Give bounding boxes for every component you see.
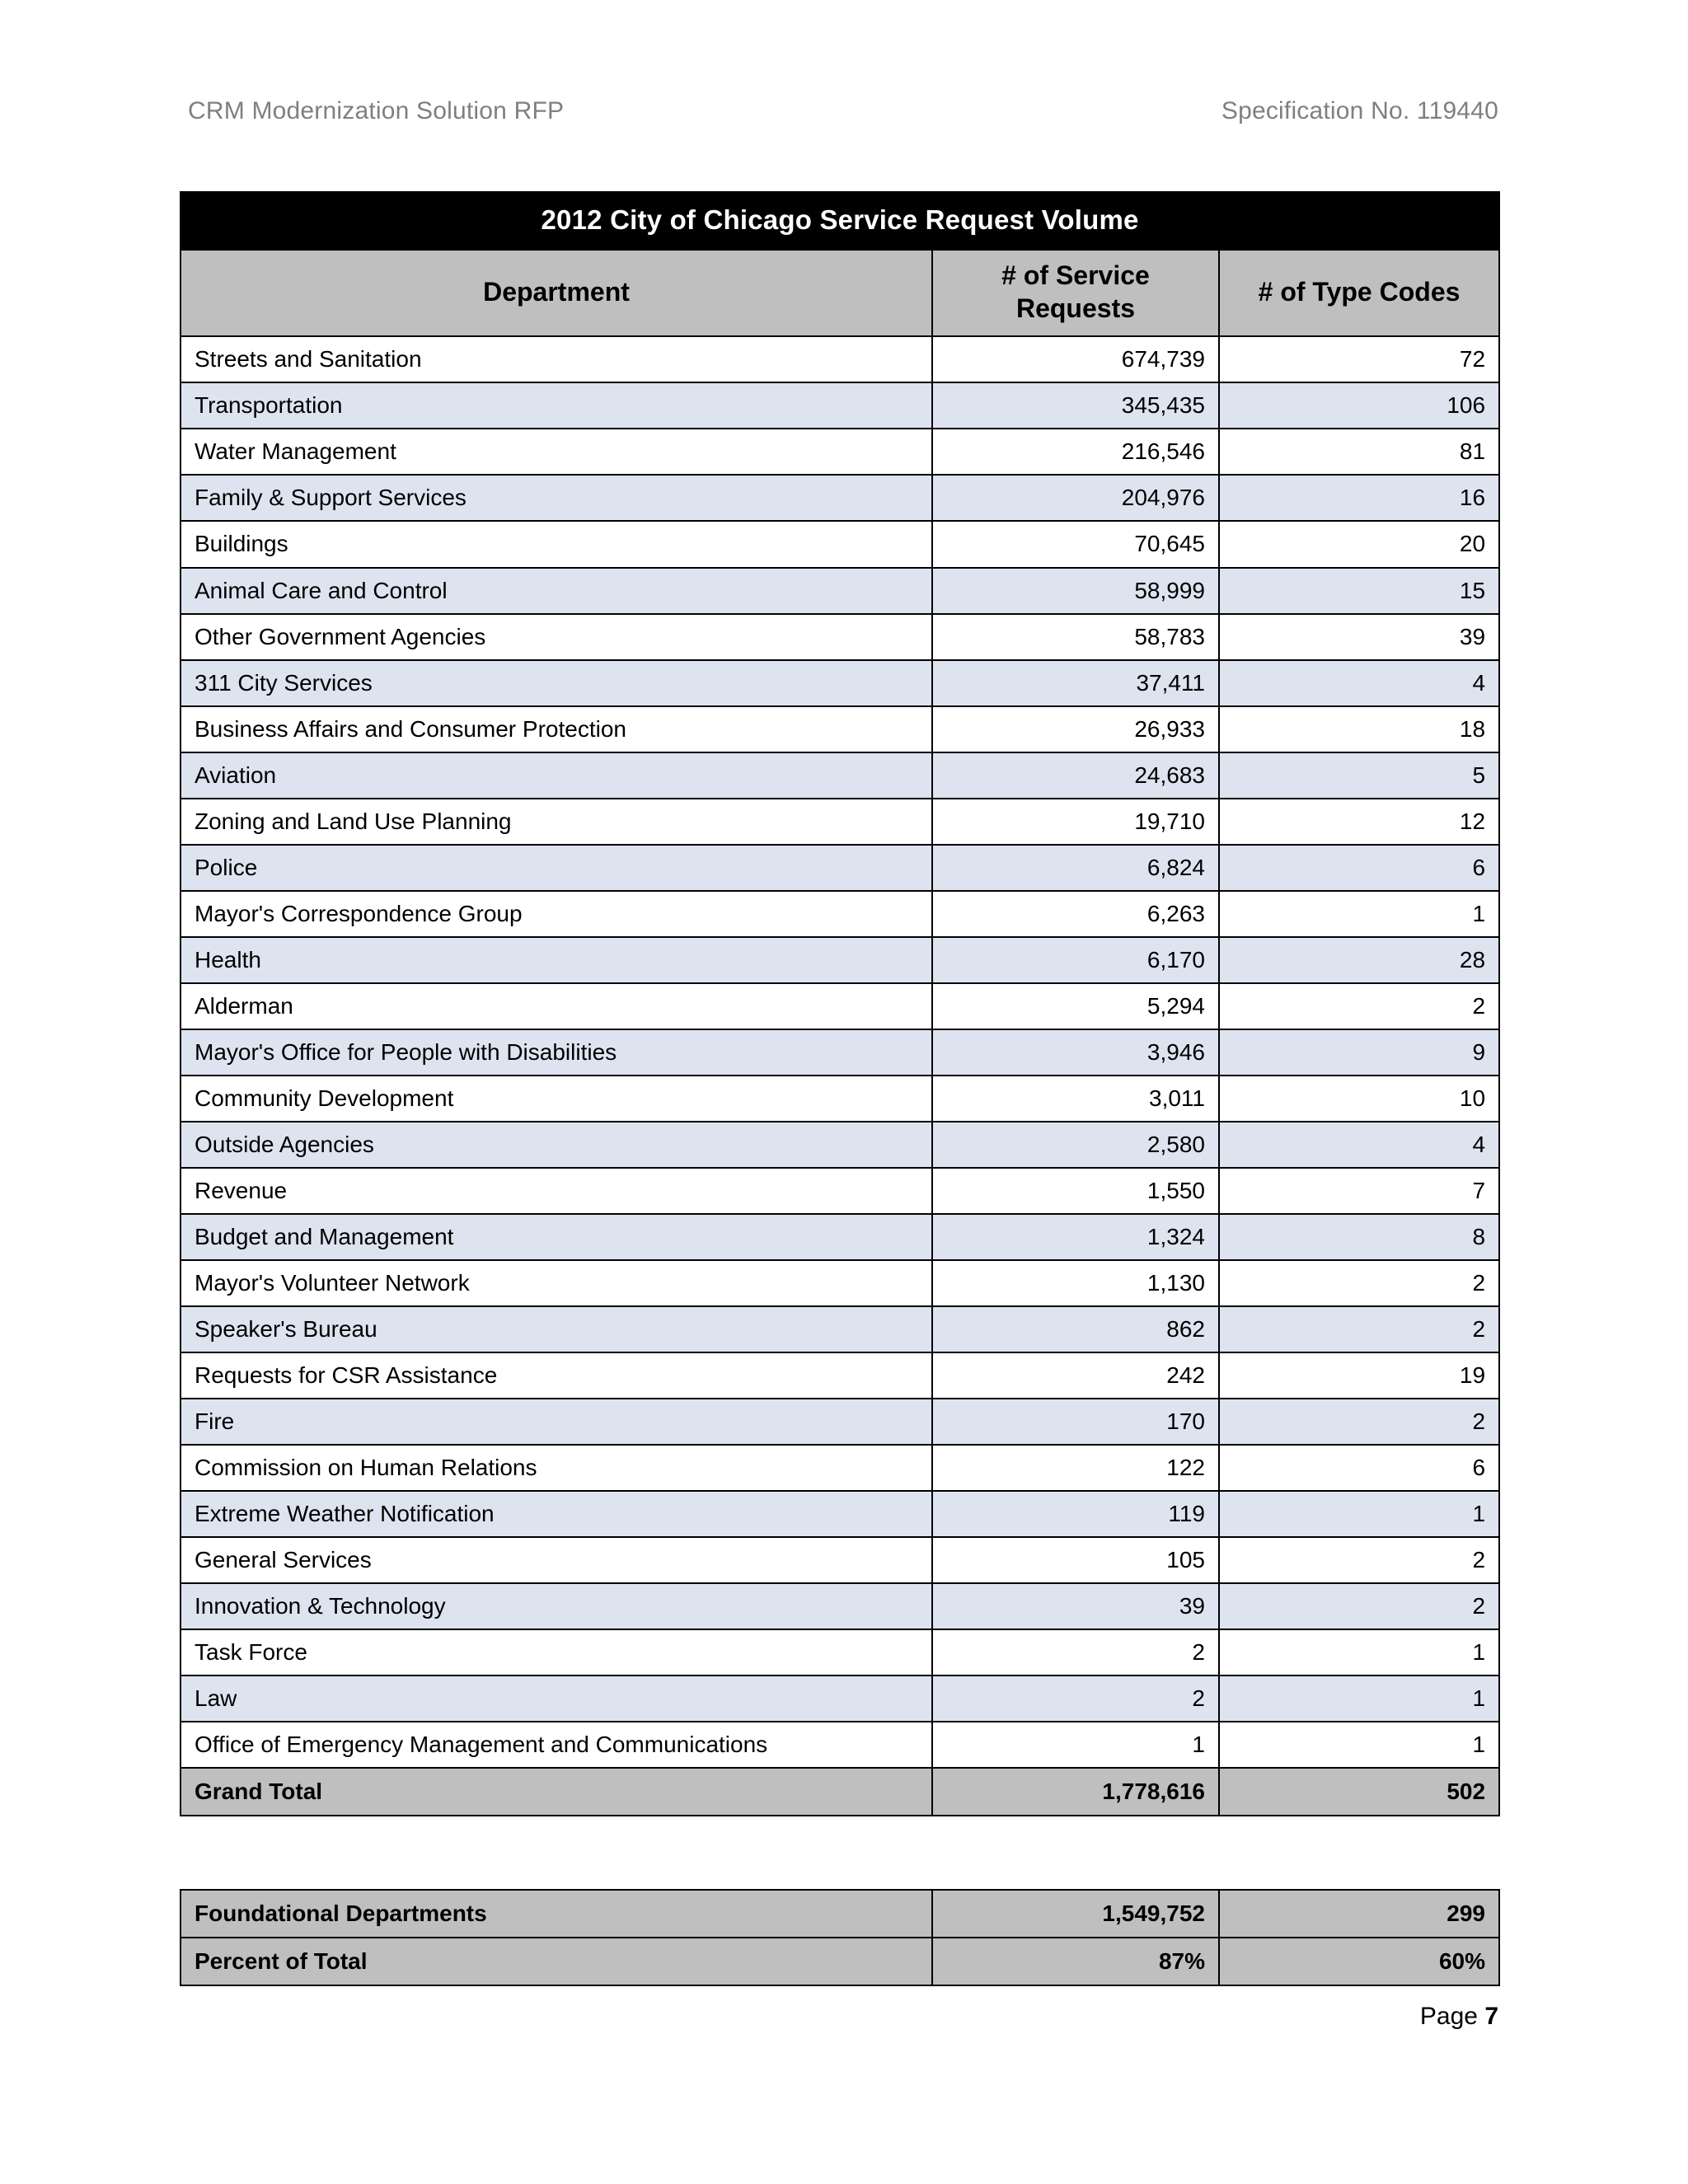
- cell-service-requests: 204,976: [932, 475, 1219, 521]
- cell-department: Zoning and Land Use Planning: [181, 799, 932, 845]
- cell-service-requests: 5,294: [932, 983, 1219, 1029]
- cell-department: General Services: [181, 1537, 932, 1583]
- cell-service-requests: 1,550: [932, 1168, 1219, 1214]
- cell-type-codes: 1: [1219, 891, 1499, 937]
- cell-type-codes: 39: [1219, 614, 1499, 660]
- cell-type-codes: 2: [1219, 1537, 1499, 1583]
- cell-type-codes: 2: [1219, 1399, 1499, 1445]
- cell-service-requests: 345,435: [932, 382, 1219, 429]
- service-request-volume-table: [180, 191, 1498, 1816]
- table-title: 2012 City of Chicago Service Request Volume: [181, 192, 1499, 250]
- table-row: [181, 1629, 1499, 1675]
- table-row: [181, 1675, 1499, 1722]
- cell-department: Buildings: [181, 521, 932, 567]
- cell-service-requests: 1: [932, 1722, 1219, 1768]
- cell-service-requests: 122: [932, 1445, 1219, 1491]
- table-row: [181, 1722, 1499, 1768]
- table-row: [181, 660, 1499, 706]
- cell-service-requests: 6,824: [932, 845, 1219, 891]
- cell-type-codes: 28: [1219, 937, 1499, 983]
- cell-type-codes: 1: [1219, 1629, 1499, 1675]
- cell-type-codes: 19: [1219, 1352, 1499, 1399]
- cell-type-codes: 8: [1219, 1214, 1499, 1260]
- grand-total-service-requests: 1,778,616: [932, 1768, 1219, 1816]
- cell-department: Aviation: [181, 752, 932, 799]
- cell-type-codes: 5: [1219, 752, 1499, 799]
- summary-type-codes: 299: [1219, 1890, 1499, 1938]
- cell-service-requests: 26,933: [932, 706, 1219, 752]
- table-row: [181, 1029, 1499, 1076]
- table-row: [181, 475, 1499, 521]
- table-row: [181, 937, 1499, 983]
- summary-table-body: [181, 1890, 1499, 1985]
- cell-service-requests: 216,546: [932, 429, 1219, 475]
- summary-table: [180, 1889, 1498, 1986]
- cell-service-requests: 119: [932, 1491, 1219, 1537]
- table-row: [181, 568, 1499, 614]
- cell-department: Other Government Agencies: [181, 614, 932, 660]
- cell-service-requests: 2: [932, 1675, 1219, 1722]
- cell-department: Family & Support Services: [181, 475, 932, 521]
- table-row: [181, 382, 1499, 429]
- cell-service-requests: 862: [932, 1306, 1219, 1352]
- cell-type-codes: 20: [1219, 521, 1499, 567]
- cell-department: Health: [181, 937, 932, 983]
- cell-service-requests: 2,580: [932, 1122, 1219, 1168]
- cell-service-requests: 2: [932, 1629, 1219, 1675]
- summary-service-requests: 1,549,752: [932, 1890, 1219, 1938]
- cell-department: Animal Care and Control: [181, 568, 932, 614]
- summary-row: [181, 1938, 1499, 1985]
- cell-department: Speaker's Bureau: [181, 1306, 932, 1352]
- cell-department: Police: [181, 845, 932, 891]
- cell-department: Transportation: [181, 382, 932, 429]
- table-row: [181, 1445, 1499, 1491]
- cell-service-requests: 37,411: [932, 660, 1219, 706]
- cell-type-codes: 10: [1219, 1076, 1499, 1122]
- table-row: [181, 845, 1499, 891]
- cell-department: Business Affairs and Consumer Protection: [181, 706, 932, 752]
- column-header-type-codes: # of Type Codes: [1219, 250, 1499, 336]
- cell-service-requests: 3,011: [932, 1076, 1219, 1122]
- table-row: [181, 1399, 1499, 1445]
- cell-department: Law: [181, 1675, 932, 1722]
- cell-department: Community Development: [181, 1076, 932, 1122]
- cell-type-codes: 4: [1219, 660, 1499, 706]
- cell-type-codes: 18: [1219, 706, 1499, 752]
- cell-service-requests: 58,999: [932, 568, 1219, 614]
- table-row: [181, 1122, 1499, 1168]
- cell-service-requests: 170: [932, 1399, 1219, 1445]
- page-label: Page: [1419, 2003, 1478, 2030]
- cell-service-requests: 58,783: [932, 614, 1219, 660]
- table-body: [181, 336, 1499, 1816]
- cell-service-requests: 19,710: [932, 799, 1219, 845]
- cell-department: Water Management: [181, 429, 932, 475]
- cell-department: Mayor's Volunteer Network: [181, 1260, 932, 1306]
- table-row: [181, 614, 1499, 660]
- cell-department: Office of Emergency Management and Communications: [181, 1722, 932, 1768]
- grand-total-type-codes: 502: [1219, 1768, 1499, 1816]
- cell-department: Revenue: [181, 1168, 932, 1214]
- cell-department: Extreme Weather Notification: [181, 1491, 932, 1537]
- column-header-department: Department: [181, 250, 932, 336]
- table-row: [181, 1214, 1499, 1260]
- header-left-text: CRM Modernization Solution RFP: [188, 97, 565, 124]
- cell-type-codes: 2: [1219, 983, 1499, 1029]
- summary-label: Percent of Total: [181, 1938, 932, 1985]
- table-row: [181, 799, 1499, 845]
- page-number: 7: [1484, 2003, 1498, 2030]
- cell-department: Innovation & Technology: [181, 1583, 932, 1629]
- cell-department: 311 City Services: [181, 660, 932, 706]
- cell-type-codes: 1: [1219, 1491, 1499, 1537]
- table-row: [181, 336, 1499, 382]
- grand-total-label: Grand Total: [181, 1768, 932, 1816]
- column-header-service-requests: # of Service Requests: [932, 250, 1219, 336]
- summary-row: [181, 1890, 1499, 1938]
- cell-department: Fire: [181, 1399, 932, 1445]
- cell-type-codes: 7: [1219, 1168, 1499, 1214]
- cell-department: Commission on Human Relations: [181, 1445, 932, 1491]
- cell-type-codes: 6: [1219, 1445, 1499, 1491]
- table-row: [181, 1537, 1499, 1583]
- cell-type-codes: 4: [1219, 1122, 1499, 1168]
- cell-service-requests: 24,683: [932, 752, 1219, 799]
- cell-type-codes: 1: [1219, 1722, 1499, 1768]
- document-running-header: [188, 97, 1498, 125]
- cell-type-codes: 15: [1219, 568, 1499, 614]
- cell-type-codes: 6: [1219, 845, 1499, 891]
- cell-service-requests: 1,324: [932, 1214, 1219, 1260]
- cell-service-requests: 70,645: [932, 521, 1219, 567]
- cell-service-requests: 3,946: [932, 1029, 1219, 1076]
- table-row: [181, 752, 1499, 799]
- table-row: [181, 429, 1499, 475]
- summary-service-requests: 87%: [932, 1938, 1219, 1985]
- cell-type-codes: 2: [1219, 1260, 1499, 1306]
- table-row: [181, 983, 1499, 1029]
- cell-service-requests: 242: [932, 1352, 1219, 1399]
- table-column-header-row: [181, 250, 1499, 336]
- table-row: [181, 521, 1499, 567]
- table-row: [181, 1352, 1499, 1399]
- table-row: [181, 706, 1499, 752]
- cell-service-requests: 674,739: [932, 336, 1219, 382]
- table-row: [181, 1491, 1499, 1537]
- cell-type-codes: 106: [1219, 382, 1499, 429]
- table-row: [181, 1076, 1499, 1122]
- table-row: [181, 1306, 1499, 1352]
- cell-service-requests: 6,263: [932, 891, 1219, 937]
- summary-label: Foundational Departments: [181, 1890, 932, 1938]
- table-title-row: [181, 192, 1499, 250]
- cell-department: Mayor's Office for People with Disabilities: [181, 1029, 932, 1076]
- cell-department: Budget and Management: [181, 1214, 932, 1260]
- summary-type-codes: 60%: [1219, 1938, 1499, 1985]
- table-row: [181, 1583, 1499, 1629]
- cell-service-requests: 1,130: [932, 1260, 1219, 1306]
- cell-type-codes: 72: [1219, 336, 1499, 382]
- cell-type-codes: 16: [1219, 475, 1499, 521]
- cell-service-requests: 105: [932, 1537, 1219, 1583]
- cell-type-codes: 81: [1219, 429, 1499, 475]
- cell-department: Requests for CSR Assistance: [181, 1352, 932, 1399]
- table-row: [181, 1260, 1499, 1306]
- document-footer: [188, 2003, 1498, 2031]
- cell-type-codes: 2: [1219, 1306, 1499, 1352]
- table-row: [181, 1168, 1499, 1214]
- cell-department: Mayor's Correspondence Group: [181, 891, 932, 937]
- header-right-text: Specification No. 119440: [1221, 97, 1498, 124]
- cell-department: Alderman: [181, 983, 932, 1029]
- cell-department: Streets and Sanitation: [181, 336, 932, 382]
- cell-type-codes: 12: [1219, 799, 1499, 845]
- cell-type-codes: 9: [1219, 1029, 1499, 1076]
- cell-service-requests: 6,170: [932, 937, 1219, 983]
- grand-total-row: [181, 1768, 1499, 1816]
- cell-type-codes: 1: [1219, 1675, 1499, 1722]
- cell-department: Outside Agencies: [181, 1122, 932, 1168]
- cell-service-requests: 39: [932, 1583, 1219, 1629]
- table-row: [181, 891, 1499, 937]
- cell-department: Task Force: [181, 1629, 932, 1675]
- cell-type-codes: 2: [1219, 1583, 1499, 1629]
